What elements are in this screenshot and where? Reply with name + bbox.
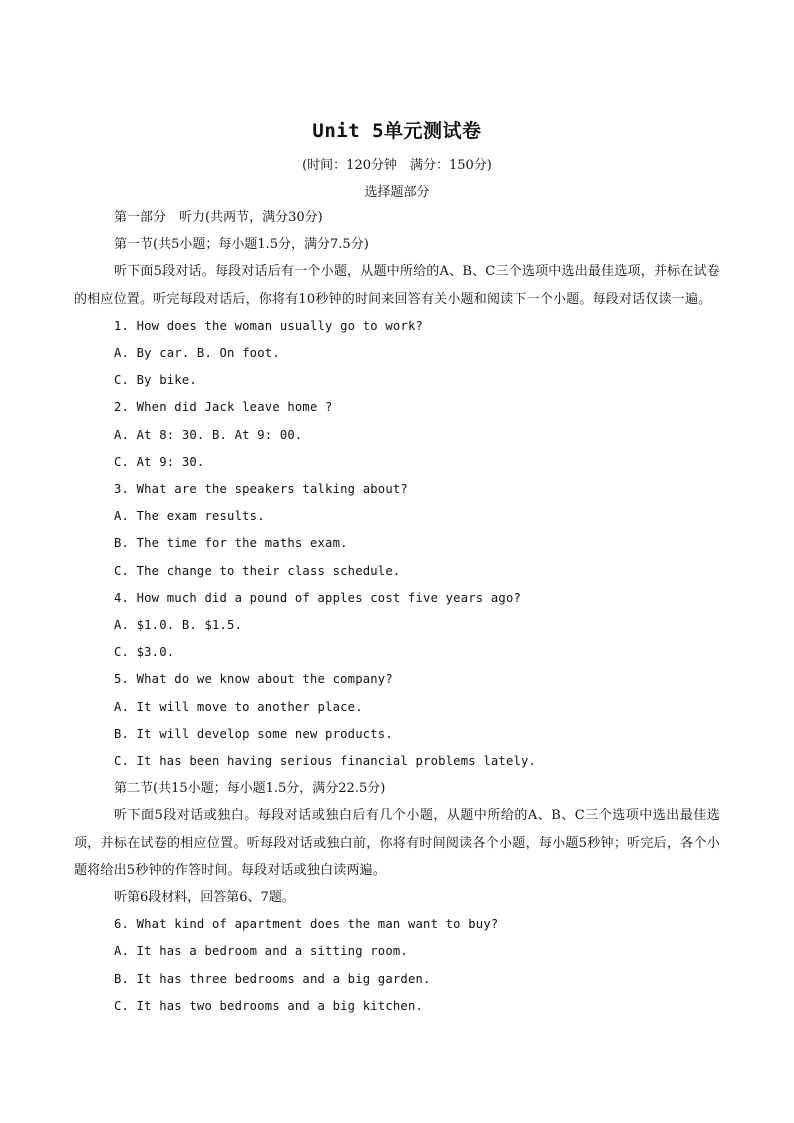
- question-5-option-b: B. It will develop some new products.: [114, 726, 393, 741]
- part1-title: 第一部分 听力(共两节，满分30分): [114, 210, 323, 225]
- question-5-option-c: C. It has been having serious financial problems lately.: [114, 754, 537, 769]
- question-4-options-ab: A. $1.0. B. $1.5.: [114, 618, 243, 633]
- material-6-heading: 听第6段材料，回答第6、7题。: [114, 890, 295, 906]
- question-6-option-c: C. It has two bedrooms and a big kitchen.: [114, 998, 424, 1013]
- question-5-option-a: A. It will move to another place.: [114, 699, 363, 714]
- question-3: 3. What are the speakers talking about?: [114, 482, 408, 497]
- question-6-option-b: B. It has three bedrooms and a big garden.: [114, 971, 431, 986]
- sec2-instructions: 听下面5段对话或独白。每段对话或独白后有几个小题，从题中所给的A、B、C三个选项中选出最佳选项，并标在试卷的相应位置。听每段对话或独白前，你将有时间阅读各个小题，每小题5秒钟；听完后，各个小题将给出5秒钟的作答时间。每段对话或独白读两遍。: [74, 808, 720, 878]
- question-6: 6. What kind of apartment does the man want to buy?: [114, 917, 499, 932]
- exam-time-score: (时间：120分钟 满分：150分): [302, 158, 492, 173]
- sec1-title: 第一节(共5小题；每小题1.5分，满分7.5分): [114, 237, 369, 253]
- question-1: 1. How does the woman usually go to work?: [114, 318, 424, 333]
- question-3-option-c: C. The change to their class schedule.: [114, 563, 401, 578]
- question-5: 5. What do we know about the company?: [114, 672, 393, 687]
- question-4: 4. How much did a pound of apples cost five years ago?: [114, 590, 522, 605]
- question-2: 2. When did Jack leave home ?: [114, 400, 333, 415]
- question-3-option-a: A. The exam results.: [114, 509, 265, 524]
- question-2-options-ab: A. At 8: 30. B. At 9: 00.: [114, 427, 303, 442]
- question-3-option-b: B. The time for the maths exam.: [114, 536, 348, 551]
- sec1-instructions: 听下面5段对话。每段对话后有一个小题，从题中所给的A、B、C三个选项中选出最佳选项，并标在试卷的相应位置。听完每段对话后，你将有10秒钟的时间来回答有关小题和阅读下一个小题。每段对话仅读一遍。: [74, 264, 720, 307]
- question-1-option-c: C. By bike.: [114, 373, 197, 388]
- question-1-options-ab: A. By car. B. On foot.: [114, 346, 280, 361]
- sec2-title: 第二节(共15小题；每小题1.5分，满分22.5分): [114, 781, 386, 797]
- question-6-option-a: A. It has a bedroom and a sitting room.: [114, 944, 408, 959]
- document-title: Unit 5单元测试卷: [312, 120, 482, 142]
- question-2-option-c: C. At 9: 30.: [114, 454, 205, 469]
- section-title: 选择题部分: [364, 185, 430, 200]
- question-4-option-c: C. $3.0.: [114, 645, 175, 660]
- document-body: [74, 204, 720, 1020]
